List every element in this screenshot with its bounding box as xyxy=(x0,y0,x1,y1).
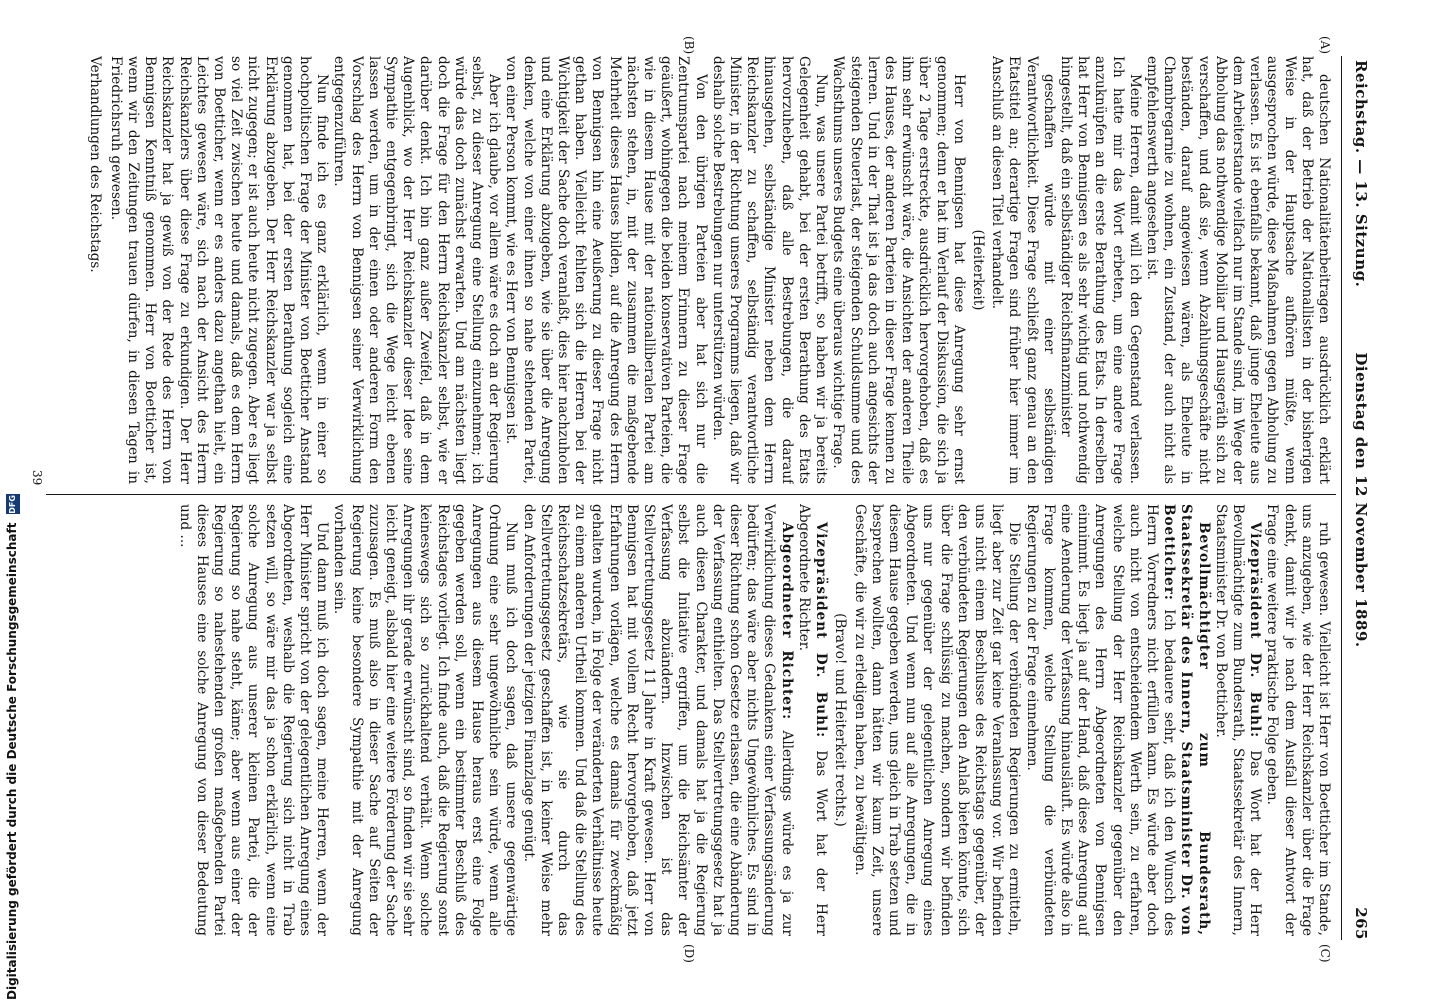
interjection: (Heiterkeit) xyxy=(969,229,986,311)
header-page-number: 265 xyxy=(1352,907,1370,940)
margin-note-b: (B) xyxy=(682,36,696,55)
folio-number: 39 xyxy=(30,470,44,486)
speaker-name: Bevollmächtigter zum Bundesrath, Staatssekretär des Innern, Staatsminister Dr. von Boetticher: xyxy=(1161,504,1212,936)
footer-text: Digitalisierung gefördert durch die Deutsche Forschungsgemeinschaft xyxy=(5,522,19,1000)
speech xyxy=(1212,504,1264,936)
margin-note-a: (A) xyxy=(1318,36,1332,55)
paragraph: Aber ich glaube, vor allem wäre es doch an der Regierung selbst, zu dieser Anregung eine Stellung einzunehmen; ich würde das doch zunächst erwarten. Und am nächsten liegt doch die Frage für den Herrn Reichskanzler selbst, wie er darüber denkt. Ich bin ganz außer Zweifel, daß in dem Augenblick, wo der Herr Reichskanzler dieser Idee seine Sympathie entgegenbringt, sich die Wege leicht ebenen lassen werden, um in der einen oder anderen Form den Vorschlag des Herrn von Bennigsen seiner Verwirklichung entgegenzuführen. xyxy=(331,56,503,484)
paragraph: Und dann muß ich doch sagen, meine Herren, wenn der Herr Minister spricht von der gelegentlichen Anregung eines Abgeordneten, weshalb die Regierung sich nicht in Trab setzen will, so wäre mir das ja schon erklärlich, wenn eine solche Anregung aus unserer kleinen Partei, die der Regierung so nahe steht, käme; aber wenn aus einer der Regierung so nahestehenden großen maßgebenden Partei dieses Hauses eine solche Anregung von dieser Bedeutung und ... xyxy=(176,504,331,936)
digitization-footer xyxy=(2,0,24,1000)
paragraph: Die Stellung der verbündeten Regierungen zu ermitteln, liegt aber zur Zeit gar keine Veranlassung vor. Wir befinden uns nicht einem Beschlusse des Reichstags gegenüber, der den verbündeten Regierungen den Anlaß bieten könnte, sich über die Frage schlüssig zu machen, sondern wir befinden uns nur gegenüber der gelegentlichen Anregung eines Abgeordneten. Und wenn nun auf alle Anregungen, die in diesem Hause gegeben werden, uns gleich in Trab setzen und besprechen wollten, dann hätten wir kaum Zeit, unsere Geschäfte, die wir zu erledigen haben, zu bewältigen. xyxy=(851,504,1023,936)
left-column xyxy=(52,56,1332,484)
paragraph: Von den übrigen Parteien aber hat sich nur die Zentrumspartei nach meinem Erinnern zu dieser Frage geäußert, wohingegen die beiden konservativen Parteien, die wie in diesem Hause mit der nationalliberalen Partei am nächsten stehen, in, mit der zusammen die maßgebende Mehrheit dieses Hauses bilden, auf die Anregung des Herrn von Bennigsen hin eine Aeußerung zu dieser Frage nicht gethan haben. Vielleicht fehlten sich die Herren bei der Wichtigkeit der Sache doch veranlaßt, dies hier nachzuholen und eine Erklärung abzugeben, wie sie über die Anregung denken, welche von einer ihnen so nahe stehenden Partei, von einer Person kommt, wie es Herr von Bennigsen ist. xyxy=(503,56,709,484)
speech-text: Das Wort hat der Herr Bevollmächtigte zum Bundesrath, Staatssekretär des Innern, Staatsminister Dr. von Boetticher. xyxy=(1212,504,1264,936)
speech xyxy=(795,504,829,936)
column-divider xyxy=(46,494,1336,495)
speaker-name: Vizepräsident Dr. Buhl: xyxy=(1247,522,1264,739)
paragraph: Herr von Bennigsen hat diese Anregung sehr ernst genommen; denn er hat im Verlauf der Diskussion, die sich ja über 2 Tage erstreckte, ausdrücklich hervorgehoben, daß es ihm sehr erwünscht wäre, die Ansichten der anderen Theile des Hauses, der anderen Parteien in dieser Frage kennen zu lernen. Und in der That ist ja das doch auch angesichts der steigenden Steuerlast, der steigenden Schuldsumme und des Wachsthums unseres Budgets eine überaus wichtige Frage. xyxy=(830,56,967,484)
right-column xyxy=(52,504,1332,936)
speech xyxy=(1022,504,1211,936)
column-footer-note: Verhandlungen des Reichstags. xyxy=(86,56,103,273)
paragraph: deutschen Nationalitätenbeitragen ausdrücklich erklärt hat, daß der Betrieb der Nationallisten in der bisherigen Weise in der Hauptsache aufhören müßte, wenn ausgesprochen würde, diese Maßnahmen gegen Abholung zu verlassen. Es ist ebenfalls bekannt, daß junge Eheleute aus dem Arbeiterstande vielfach nur im Stande sind, im Wege der Abholung das nothwendige Mobiliar und Hausgeräth sich zu verschaffen, und daß sie, wenn Abzahlungsgeschäfte nicht beständen, darauf angewiesen wären, als Eheleute in Chambregarnie zu wohnen, ein Zustand, der auch nicht als empfehlenswerth angesehen ist. xyxy=(1143,56,1332,484)
page-header xyxy=(1346,60,1370,940)
speaker-name: Vizepräsident Dr. Buhl: xyxy=(813,522,830,739)
dfg-logo-icon: DFG xyxy=(6,494,20,514)
margin-note-c: (C) xyxy=(1318,944,1332,963)
speech-text: Allerdings würde es ja zur Verwirklichung dieses Gedankens einer Verfassungsänderung bedürfen; das wäre aber nichts Ungewöhnliches. Es sind in dieser Richtung schon Gesetze erlassen, die eine Abänderung der Verfassung enthielten. Das Stellvertretungsgesetz hat ja auch diesen Charakter, und damals hat ja die Regierung selbst die Initiative ergriffen, um die Reichsämter der Verfassung abzuändern. Inzwischen ist das Stellvertretungsgesetz 11 Jahre in Kraft gewesen. Herr von Bennigsen hat mit vollem Recht hervorgehoben, daß jetzt Erfahrungen vorlägen, welche es damals für zweckmäßig gehalten wurden, in Folge der veränderten Verhältnisse heute zu einem anderen Urtheil kommen. Und daß die Stellung des Reichsschatzsekretärs, wie sie durch das Stellvertretungsgesetz geschaffen ist, in keiner Weise mehr den Anforderungen der jetzigen Finanzlage genügt. xyxy=(520,504,795,936)
paragraph: Nun, was unsere Partei betrifft, so haben wir ja bereits Gelegenheit gehabt, bei der ersten Berathung des Etats hervorzuheben, daß alle Bestrebungen, die darauf hinausgehen, selbständige Minister neben dem Herrn Reichskanzler zu schaffen, selbständig verantwortliche Minister, in der Richtung unseres Programms liegen, daß wir deshalb solche Bestrebungen nur unterstützen würden. xyxy=(709,56,830,484)
paragraph: Nun muß ich doch sagen, daß unsere gegenwärtige Ordnung eine sehr ungewöhnliche sein würde, wenn alle Anregungen aus diesem Hause heraus erst eine Folge gegeben werden soll, wenn ein bestimmter Beschluß des Reichstages vorliegt. Ich finde auch, daß die Regierung sonst keineswegs sich so zurückhaltend verhält. Wenn solche Anregungen ihr gerade erwünscht sind, so finden wir sie sehr leicht geneigt, alsbald hier eine weitere Förderung der Sache zuzusagen. Es muß also in dieser Sache auf Seiten der Regierung keine besondere Sympathie mit der Anregung vorhanden sein. xyxy=(331,504,520,936)
paragraph: geschaffen würde mit einer selbständigen Verantwortlichkeit. Diese Frage schließt ganz genau an den Etatstitel an; derartige Fragen sind früher hier immer im Anschluß an diesen Titel verhandelt. xyxy=(989,56,1057,484)
paragraph: Meine Herren, damit will ich den Gegenstand verlassen. Ich hatte mir das Wort erbeten, um eine andere Frage anzuknüpfen an die erste Berathung des Etats. In derselben hat Herr von Bennigsen es als sehr wichtig und nothwendig hingestellt, daß ein selbständiger Reichsfinanzminister xyxy=(1057,56,1143,484)
speech-text: Das Wort hat der Herr Abgeordnete Richter. xyxy=(795,504,830,936)
paragraph: Nun finde ich es ganz erklärlich, wenn in einer so hochpolitischen Frage der Minister von Boetticher Anstand genommen hat, bei der ersten Berathung sogleich eine Erklärung abzugeben. Der Herr Reichskanzler war ja selbst nicht zugegen; er ist auch heute nicht zugegen. Aber es liegt so viel Zeit zwischen heute und damals, daß es dem Herrn von Boetticher, wenn er es anders dazu angethan hielt, ein Leichtes gewesen wäre, sich nach der Ansicht des Herrn Reichskanzlers über diese Frage zu erkundigen. Der Herr Reichskanzler hat ja gewiß von der Rede des Herrn von Bennigsen Kenntniß genommen. Herr von Boetticher ist, wenn wir den Zeitungen trauen dürfen, in diesen Tagen in Friedrichsruh gewesen. xyxy=(107,56,331,484)
header-session: Reichstag. — 13. Sitzung. xyxy=(1352,60,1370,288)
speaker-name: Abgeordneter Richter: xyxy=(778,522,795,721)
speech-text: Ich bedauere sehr, daß ich den Wunsch des Herrn Vorredners nicht erfüllen kann. Es würde aber doch auch nicht von entscheidendem Werth sein, zu erfahren, welche Stellung der Herr Reichskanzler gegenüber den Anregungen des Herrn Abgeordneten von Bennigsen einnimmt. Es liegt ja auf der Hand, daß diese Anregung auf eine Aenderung der Verfassung hinausläuft. Es würde also in Frage kommen, welche Stellung die verbündeten Regierungen zu der Frage einnehmen. xyxy=(1023,504,1178,936)
margin-note-d: (D) xyxy=(682,944,696,963)
header-rule xyxy=(1341,56,1342,940)
interjection: (Bravo! und Heiterkeit rechts.) xyxy=(832,613,849,827)
header-date: Dienstag den 12 November 1889. xyxy=(1352,352,1370,648)
speech xyxy=(519,504,794,936)
paragraph: ruh gewesen. Vielleicht ist Herr von Boetticher im Stande, uns anzugeben, wie der Herr Reichskanzler über die Frage denkt, damit wir je nach dem Ausfall dieser Antwort der Frage eine weitere praktische Folge geben. xyxy=(1264,504,1332,936)
